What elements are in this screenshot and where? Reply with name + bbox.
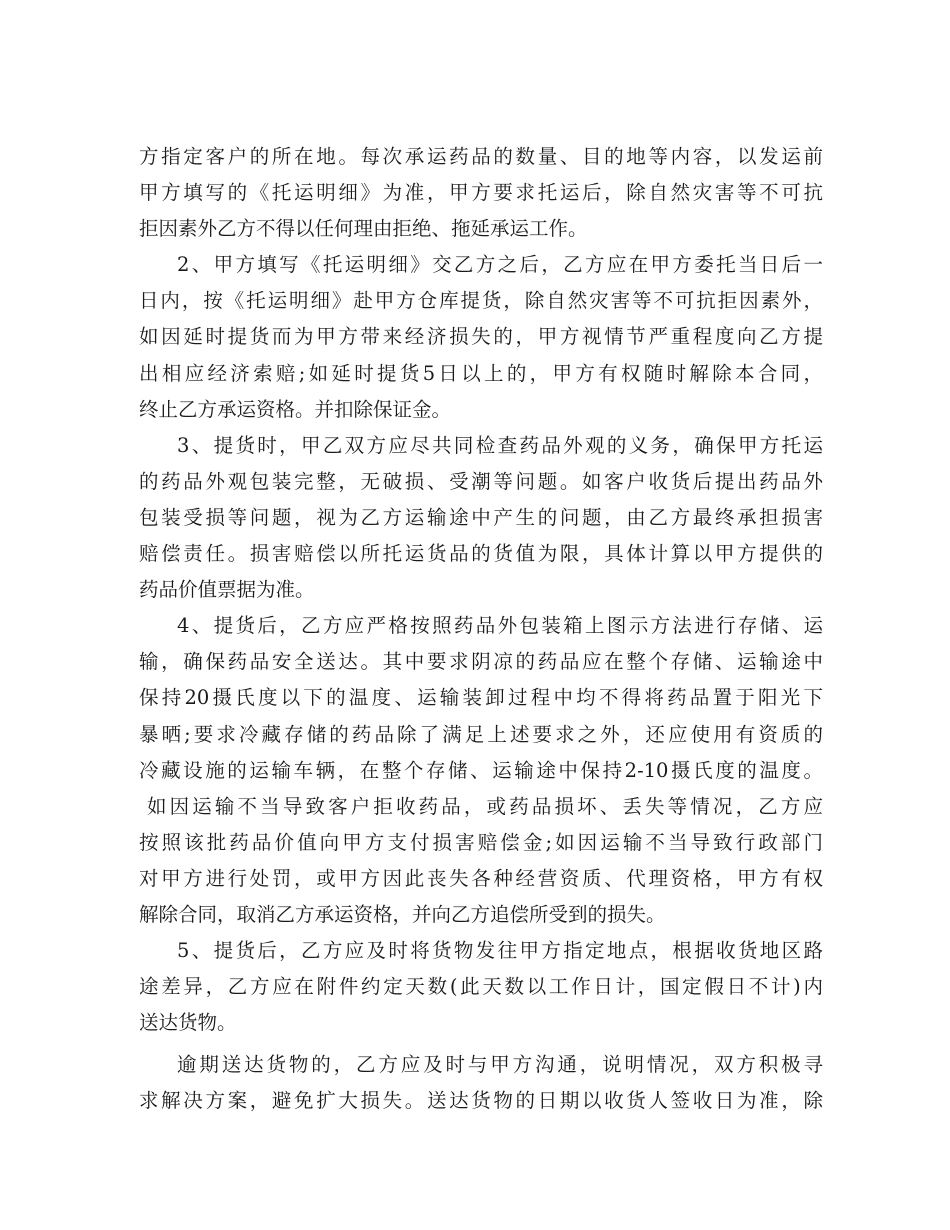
text-line: 暴晒;要求冷藏存储的药品除了满足上述要求之外，还应使用有资质的	[139, 722, 823, 746]
text-line: 拒因素外乙方不得以任何理由拒绝、拖延承运工作。	[139, 217, 588, 241]
text-line: 求解决方案，避免扩大损失。送达货物的日期以收货人签收日为准，除	[139, 1089, 823, 1113]
text-line: 方指定客户的所在地。每次承运药品的数量、目的地等内容，以发运前	[139, 145, 823, 168]
text-line: 逾期送达货物的，乙方应及时与甲方沟通，说明情况，双方积极寻	[177, 1053, 823, 1077]
text-line: 包装受损等问题，视为乙方运输途中产生的问题，由乙方最终承担损害	[139, 505, 823, 529]
text-line: 2、甲方填写《托运明细》交乙方之后，乙方应在甲方委托当日后一	[177, 253, 823, 277]
text-line: 途差异，乙方应在附件约定天数(此天数以工作日计，国定假日不计)内	[139, 975, 823, 999]
paragraph-clause-3	[139, 428, 823, 608]
paragraph-overdue	[139, 1047, 823, 1119]
paragraph-continuation	[139, 139, 823, 247]
text-line: 赔偿责任。损害赔偿以所托运货品的货值为限，具体计算以甲方提供的	[139, 542, 823, 566]
paragraph-clause-5	[139, 933, 823, 1041]
paragraph-clause-4	[139, 608, 823, 933]
text-line: 输，确保药品安全送达。其中要求阴凉的药品应在整个存储、运输途中	[139, 650, 823, 674]
text-line: 甲方填写的《托运明细》为准，甲方要求托运后，除自然灾害等不可抗	[139, 181, 823, 205]
text-line: 4、提货后，乙方应严格按照药品外包装箱上图示方法进行存储、运	[177, 614, 823, 638]
document-page	[139, 139, 823, 1120]
text-line: 5、提货后，乙方应及时将货物发往甲方指定地点，根据收货地区路	[177, 939, 823, 963]
text-line: 保持20摄氏度以下的温度、运输装卸过程中均不得将药品置于阳光下	[139, 686, 823, 710]
text-line: 按照该批药品价值向甲方支付损害赔偿金;如因运输不当导致行政部门	[139, 830, 823, 854]
text-line: 日内，按《托运明细》赴甲方仓库提货，除自然灾害等不可抗拒因素外，	[139, 289, 823, 313]
text-line: 3、提货时，甲乙双方应尽共同检查药品外观的义务，确保甲方托运	[177, 433, 823, 457]
text-line: 冷藏设施的运输车辆，在整个存储、运输途中保持2-10摄氏度的温度。	[139, 758, 823, 782]
text-line: 解除合同，取消乙方承运资格，并向乙方追偿所受到的损失。	[139, 902, 666, 926]
text-line: 对甲方进行处罚，或甲方因此丧失各种经营资质、代理资格，甲方有权	[139, 866, 823, 890]
text-line: 如因运输不当导致客户拒收药品，或药品损坏、丢失等情况，乙方应	[147, 794, 823, 818]
text-line: 如因延时提货而为甲方带来经济损失的，甲方视情节严重程度向乙方提	[139, 325, 823, 349]
paragraph-clause-2	[139, 247, 823, 427]
text-line: 药品价值票据为准。	[139, 578, 315, 602]
text-line: 终止乙方承运资格。并扣除保证金。	[139, 397, 452, 421]
text-line: 出相应经济索赔;如延时提货5日以上的，甲方有权随时解除本合同，	[139, 361, 823, 385]
text-line: 送达货物。	[139, 1011, 237, 1035]
text-line: 的药品外观包装完整，无破损、受潮等问题。如客户收货后提出药品外	[139, 469, 823, 493]
